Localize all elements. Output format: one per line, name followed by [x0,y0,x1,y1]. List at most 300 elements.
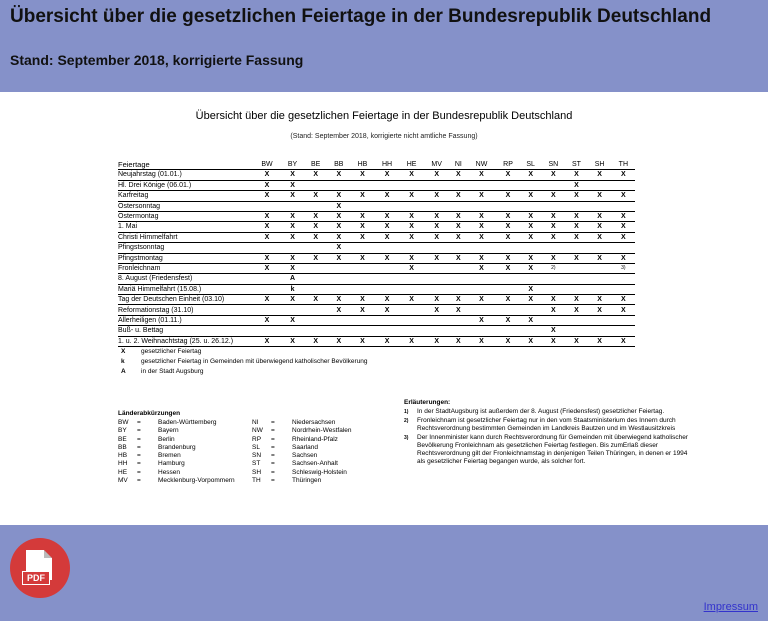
equals-sign: = [271,460,275,468]
table-cell [588,180,612,190]
table-cell: X [520,253,541,263]
table-row [118,284,635,294]
table-cell: X [450,191,467,201]
table-cell [400,305,424,315]
table-cell: X [350,295,374,305]
table-cell [304,263,327,273]
table-cell [496,201,520,211]
table-cell: X [612,191,635,201]
table-cell: X [424,336,450,346]
holiday-name: 8. August (Friedensfest) [118,274,253,284]
table-cell [467,180,496,190]
table-cell [450,180,467,190]
state-name: Baden-Württemberg [158,419,217,426]
table-cell: X [520,263,541,273]
pdf-download-button[interactable] [10,538,70,598]
table-cell: X [520,191,541,201]
table-cell [400,326,424,336]
table-cell [520,326,541,336]
table-cell [304,201,327,211]
table-row [118,336,635,346]
holiday-name: Christi Himmelfahrt [118,232,253,242]
equals-sign: = [137,419,141,426]
table-cell: X [541,191,565,201]
table-cell [588,263,612,273]
table-cell: X [304,211,327,221]
table-cell [541,243,565,253]
holiday-name: Fronleichnam [118,263,253,273]
table-cell: X [467,336,496,346]
table-cell [520,201,541,211]
table-cell: X [281,222,304,232]
table-cell: X [520,222,541,232]
note-number: 3) [404,435,409,441]
holiday-name: Karfreitag [118,191,253,201]
state-code: SH [252,468,262,476]
state-code: RP [252,435,262,443]
table-cell [304,274,327,284]
table-row [118,295,635,305]
table-cell [565,243,587,253]
table-cell: X [350,253,374,263]
note-item [404,434,694,466]
table-cell [304,315,327,325]
table-cell [374,274,399,284]
table-cell [565,315,587,325]
document-subtitle: (Stand: September 2018, korrigierte nicht amtliche Fassung) [290,133,478,140]
table-cell [565,263,587,273]
table-cell: X [424,222,450,232]
state-code: SN [252,452,262,460]
table-cell [281,201,304,211]
table-cell: X [253,263,281,273]
notes [404,399,694,467]
table-cell: X [450,336,467,346]
table-cell: X [565,305,587,315]
state-code: NW [252,427,263,435]
table-cell: X [350,336,374,346]
table-cell: X [253,191,281,201]
state-code: NI [252,419,259,426]
table-row [118,253,635,263]
table-cell: X [327,305,350,315]
table-cell [588,243,612,253]
state-name: Sachsen-Anhalt [292,460,338,468]
table-cell: X [253,180,281,190]
note-text: Fronleichnam ist gesetzlicher Feiertag nur in den vom Staatsministerium des Innern durch Rechtsverordnung bestimmten Gemeinden im Landkreis Bautzen und im Westlausitzkreis [417,417,676,432]
table-cell [467,274,496,284]
table-cell [612,243,635,253]
table-cell: X [304,295,327,305]
page-header [0,0,768,92]
table-cell [374,201,399,211]
note-item [404,408,694,416]
table-cell: A [281,274,304,284]
column-header-bw: BW [253,160,281,170]
table-cell: X [612,170,635,180]
table-cell: X [374,211,399,221]
table-cell: X [327,191,350,201]
table-cell [612,326,635,336]
table-cell: X [327,170,350,180]
table-cell: X [541,253,565,263]
table-cell: X [253,253,281,263]
table-cell: X [424,295,450,305]
column-header-nw: NW [467,160,496,170]
state-name: Hessen [158,468,181,476]
table-cell [304,326,327,336]
equals-sign: = [271,427,275,435]
table-cell: X [541,336,565,346]
table-cell: X [541,222,565,232]
table-cell [350,326,374,336]
table-cell [467,284,496,294]
state-code: HH [118,460,128,468]
table-cell [496,180,520,190]
legend-symbol: k [121,358,125,365]
table-cell [565,274,587,284]
table-cell: X [424,191,450,201]
table-cell: X [400,263,424,273]
table-cell: X [304,170,327,180]
state-code: ST [252,460,261,468]
document-preview [0,92,768,525]
table-cell: X [496,315,520,325]
equals-sign: = [271,468,275,476]
abbreviations-title: Länderabkürzungen [118,410,181,417]
table-cell [253,201,281,211]
table-cell: X [350,170,374,180]
table-cell: X [281,295,304,305]
column-header-sn: SN [541,160,565,170]
column-header-hb: HB [350,160,374,170]
table-cell: X [350,191,374,201]
table-cell: X [467,263,496,273]
table-cell [374,284,399,294]
table-cell: X [496,263,520,273]
table-cell: X [450,295,467,305]
table-cell: X [327,253,350,263]
state-name: Bayern [158,427,179,435]
table-cell: X [400,191,424,201]
document-title: Übersicht über die gesetzlichen Feiertage in der Bundesrepublik Deutschland [195,110,573,122]
table-cell [374,243,399,253]
holiday-name: Neujahrstag (01.01.) [118,170,253,180]
column-header-mv: MV [424,160,450,170]
table-cell [520,274,541,284]
page-subtitle: Stand: September 2018, korrigierte Fassung [10,52,304,68]
table-cell [612,180,635,190]
equals-sign: = [137,435,141,443]
table-cell: k [281,284,304,294]
table-cell [496,243,520,253]
column-header-th: TH [612,160,635,170]
equals-sign: = [137,443,141,451]
equals-sign: = [271,443,275,451]
table-row [118,263,635,273]
table-cell: X [520,170,541,180]
table-cell [565,326,587,336]
table-cell: X [253,232,281,242]
table-row [118,305,635,315]
holiday-name: Hl. Drei Könige (06.01.) [118,180,253,190]
table-cell: X [350,232,374,242]
table-cell [450,326,467,336]
equals-sign: = [271,452,275,460]
table-cell [424,180,450,190]
table-cell: X [374,191,399,201]
table-cell [424,326,450,336]
table-cell: X [612,211,635,221]
table-cell [400,284,424,294]
table-cell: X [304,191,327,201]
table-row [118,243,635,253]
table-cell: X [327,222,350,232]
table-cell: X [304,253,327,263]
table-cell: X [541,211,565,221]
table-cell: X [374,253,399,263]
table-cell [400,201,424,211]
table-cell: X [588,336,612,346]
table-cell: X [612,232,635,242]
table-row [118,191,635,201]
table-cell: X [565,222,587,232]
table-cell: X [374,305,399,315]
table-cell: X [281,180,304,190]
table-row [118,222,635,232]
table-cell: X [612,336,635,346]
table-cell [496,305,520,315]
table-cell: X [520,336,541,346]
holiday-name: Ostersonntag [118,201,253,211]
table-cell [400,180,424,190]
table-cell: X [467,232,496,242]
holiday-name: Buß- u. Bettag [118,326,253,336]
note-number: 1) [404,409,409,415]
table-cell: X [424,170,450,180]
table-cell [496,284,520,294]
table-cell [304,284,327,294]
state-code: BB [118,443,127,451]
table-cell: X [496,170,520,180]
equals-sign: = [271,419,275,426]
table-cell [374,180,399,190]
table-cell: X [350,305,374,315]
state-name: Rheinland-Pfalz [292,435,338,443]
table-cell [612,284,635,294]
column-header-by: BY [281,160,304,170]
holiday-name: Allerheiligen (01.11.) [118,315,253,325]
table-cell: X [450,232,467,242]
page-fold-icon [44,550,52,558]
table-cell [565,284,587,294]
table-cell: X [327,211,350,221]
table-cell: X [400,211,424,221]
table-cell: X [327,295,350,305]
table-cell [450,201,467,211]
state-name: Hamburg [158,460,185,468]
table-row [118,180,635,190]
table-cell: X [304,232,327,242]
column-header-hh: HH [374,160,399,170]
table-cell: X [588,232,612,242]
table-cell [424,263,450,273]
table-cell [327,284,350,294]
impressum-link[interactable]: Impressum [703,601,758,613]
table-cell [350,274,374,284]
table-row [118,170,635,180]
table-cell [565,201,587,211]
column-header-st: ST [565,160,587,170]
table-cell: X [350,211,374,221]
table-cell: X [350,222,374,232]
table-cell: X [612,253,635,263]
column-header-feiertage: Feiertage [118,160,253,170]
table-cell: X [588,222,612,232]
table-cell: X [450,305,467,315]
table-cell [327,326,350,336]
table-row [118,201,635,211]
state-code: BY [118,427,127,435]
column-header-bb: BB [327,160,350,170]
table-cell [612,274,635,284]
table-cell [374,315,399,325]
table-cell [520,243,541,253]
table-cell [327,315,350,325]
table-cell: X [588,191,612,201]
table-cell [400,243,424,253]
table-cell: X [253,170,281,180]
table-cell [520,180,541,190]
equals-sign: = [271,435,275,443]
note-text: Der Innenminister kann durch Rechtsverordnung für Gemeinden mit überwiegend katholischer Bevölkerung Fronleichnam als gesetzlichen Feiertag festlegen. Bis zumErlaß dieser Rechtsverordnung gilt der Fronleichnamstag in denjenigen Teilen Thüringen, in denen er 1994 als gesetzlicher Feiertag begangen wurde, als solcher fort. [417,434,688,465]
table-cell: X [327,232,350,242]
state-name: Sachsen [292,452,318,460]
note-number: 2) [404,418,409,424]
table-cell: X [588,170,612,180]
table-cell [350,315,374,325]
table-cell: X [612,305,635,315]
table-cell: X [612,222,635,232]
table-row [118,211,635,221]
table-cell: X [374,170,399,180]
table-cell: X [400,170,424,180]
table-cell: X [253,295,281,305]
table-cell [588,284,612,294]
table-cell [450,284,467,294]
table-cell: X [304,222,327,232]
column-header-ni: NI [450,160,467,170]
table-row [118,315,635,325]
table-cell: X [467,191,496,201]
table-cell: X [541,305,565,315]
table-cell: X [400,336,424,346]
table-cell [281,305,304,315]
holiday-name: 1. u. 2. Weihnachtstag (25. u. 26.12.) [118,336,253,346]
table-cell: X [400,232,424,242]
table-cell: X [253,222,281,232]
state-name: Saarland [292,443,319,451]
table-cell: X [400,222,424,232]
column-header-he: HE [400,160,424,170]
state-name: Mecklenburg-Vorpommern [158,477,235,485]
equals-sign: = [271,477,275,485]
table-cell: X [541,232,565,242]
table-cell: X [281,263,304,273]
table-cell [281,243,304,253]
table-cell [467,243,496,253]
table-cell [350,180,374,190]
table-cell [253,284,281,294]
table-cell: X [565,295,587,305]
table-cell: 2) [541,263,565,273]
state-name: Schleswig-Holstein [292,468,347,476]
table-cell: X [467,253,496,263]
table-cell: X [467,170,496,180]
state-code: SL [252,443,260,451]
table-cell [350,263,374,273]
table-cell [253,243,281,253]
table-cell [541,274,565,284]
table-cell: X [565,232,587,242]
table-cell [467,326,496,336]
table-cell: X [520,232,541,242]
state-code: MV [118,477,128,485]
table-cell [450,315,467,325]
table-cell [327,274,350,284]
state-code: HE [118,468,128,476]
holiday-name: Tag der Deutschen Einheit (03.10) [118,295,253,305]
holiday-name: Pfingstsonntag [118,243,253,253]
table-row [118,326,635,336]
table-cell: X [541,295,565,305]
table-cell: X [424,211,450,221]
table-cell: X [541,170,565,180]
table-cell [541,180,565,190]
table-cell [327,263,350,273]
table-cell [424,243,450,253]
column-header-be: BE [304,160,327,170]
table-cell: 3) [612,263,635,273]
table-cell: X [467,295,496,305]
table-cell: X [253,211,281,221]
equals-sign: = [137,427,141,435]
holiday-name: Pfingstmontag [118,253,253,263]
table-cell: X [253,315,281,325]
state-name: Berlin [158,435,175,443]
table-cell: X [400,253,424,263]
equals-sign: = [137,452,141,460]
note-text: In der StadtAugsburg ist außerdem der 8. August (Friedensfest) gesetzlicher Feiertag. [417,408,665,415]
table-cell [253,274,281,284]
table-cell [541,284,565,294]
holiday-name: Ostermontag [118,211,253,221]
table-cell: X [281,211,304,221]
table-row [118,274,635,284]
table-cell: X [565,180,587,190]
table-cell: X [327,201,350,211]
state-name: Niedersachsen [292,419,336,426]
table-cell: X [496,211,520,221]
table-cell [424,284,450,294]
table-cell: X [467,222,496,232]
table-cell: X [374,295,399,305]
table-cell [496,274,520,284]
table-cell: X [424,232,450,242]
table-cell: X [565,253,587,263]
table-cell: X [327,243,350,253]
equals-sign: = [137,460,141,468]
